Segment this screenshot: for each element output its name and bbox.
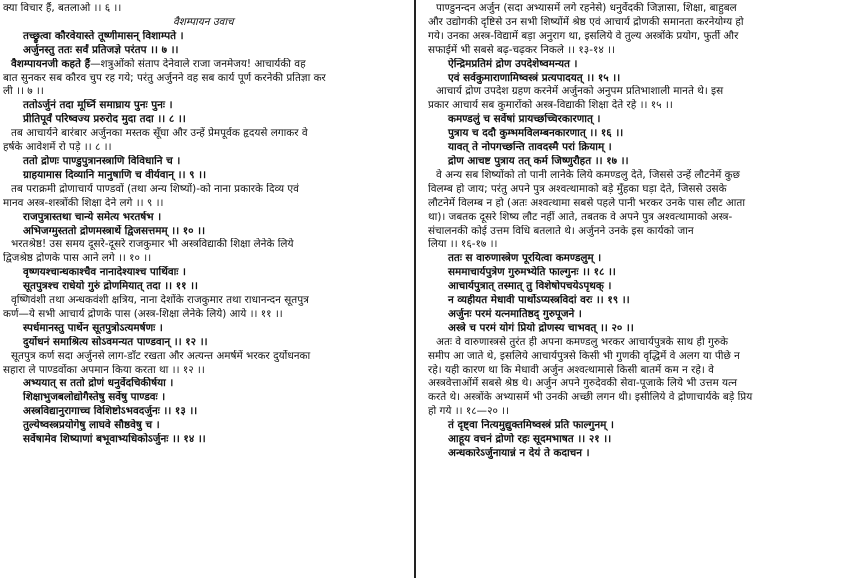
verse-line: वृष्णयश्चान्धकाश्चैव नानादेश्याश्च पार्थिवाः । bbox=[23, 266, 186, 279]
verse-line: सममाचार्यपुत्रेण गुरुमभ्येति फाल्गुनः ।। १८ ।। bbox=[448, 266, 616, 279]
right-column bbox=[412, 2, 839, 578]
translation-line: कर्ण—ये सभी आचार्य द्रोणके पास (अस्त्र-शिक्षा लेनेके लिये) आये ।। ११ ।। bbox=[3, 307, 283, 320]
verse-line: शिक्षाभुजबलोद्योगैस्तेषु सर्वेषु पाण्डवः । bbox=[23, 391, 166, 404]
translation-line: तब पराक्रमी द्रोणाचार्य पाण्डवों (तथा अन्य शिष्यों)-को नाना प्रकारके दिव्य एवं bbox=[11, 182, 299, 195]
translation-line: मानव अस्त्र-शस्त्रोंकी शिक्षा देने लगे ।। ९ ।। bbox=[3, 196, 164, 209]
translation-line: अतः वे वारुणास्त्रसे तुरंत ही अपना कमण्डलु भरकर आचार्यपुत्रके साथ ही गुरुके bbox=[436, 335, 729, 348]
translation-line: रहे। यही कारण था कि मेधावी अर्जुन अश्वत्थामासे किसी बातमें कम न रहे। वे bbox=[428, 363, 714, 376]
verse-line: एवं सर्वकुमाराणामिष्वस्त्रं प्रत्यपादयत् ।। १५ ।। bbox=[448, 71, 621, 84]
translation-line: द्विजश्रेष्ठ द्रोणके पास आने लगे ।। १० ।। bbox=[3, 252, 152, 265]
verse-line: अर्जुनः परमं यत्नमातिष्ठद् गुरुपूजने । bbox=[448, 307, 582, 320]
verse-line: पुत्राय च ददौ कुम्भमविलम्बनकारणात् ।। १६ ।। bbox=[448, 127, 624, 140]
translation-line: करते थे। अस्त्रोंके अभ्यासमें भी उनकी अच्छी लगन थी। इसीलिये वे द्रोणाचार्यके बड़े प्रिय bbox=[428, 391, 753, 404]
translation-line: प्रकार आचार्य सब कुमारोंको अस्त्र-विद्याकी शिक्षा देते रहे ।। १५ ।। bbox=[428, 99, 673, 112]
verse-line: यावत् ते नोपगच्छन्ति तावदस्मै परां क्रियाम् । bbox=[448, 141, 612, 154]
verse-line: प्रीतिपूर्वं परिष्वज्य प्ररुरोद मुदा तदा ।। ८ ।। bbox=[23, 113, 186, 126]
translation-line: विलम्ब हो जाय; परंतु अपने पुत्र अश्वत्थामाको बड़े मुँहका घड़ा देते, जिससे उसके bbox=[428, 182, 727, 195]
verse-line: ततो द्रोणः पाण्डुपुत्रानस्त्राणि विविधानि च । bbox=[23, 154, 181, 167]
translation-line: भरतश्रेष्ठ! उस समय दूसरे-दूसरे राजकुमार भी अस्त्रविद्याकी शिक्षा लेनेके लिये bbox=[11, 238, 294, 251]
verse-line: स्पर्धमानस्तु पार्थेन सूतपुत्रोऽत्यमर्षणः । bbox=[23, 321, 163, 334]
verse-line: न व्यहीयत मेधावी पार्थोऽप्यस्त्रविदां वरः ।। १९ ।। bbox=[448, 294, 630, 307]
translation-line: तब आचार्यने बारंबार अर्जुनका मस्तक सूँघा और उन्हें प्रेमपूर्वक हृदयसे लगाकर वे bbox=[11, 127, 308, 140]
translation-line: बात सुनकर सब कौरव चुप रह गये; परंतु अर्जुनने वह सब कार्य पूर्ण करनेकी प्रतिज्ञा कर bbox=[3, 71, 326, 84]
verse-line: सर्वेषामेव शिष्याणां बभूवाभ्यधिकोऽर्जुनः ।। १४ ।। bbox=[23, 433, 206, 446]
verse-line: अस्त्रविद्यानुरागाच्च विशिष्टोऽभवदर्जुनः ।। १३ ।। bbox=[23, 405, 198, 418]
verse-line: अस्त्रे च परमं योगं प्रियो द्रोणस्य चाभवत् ।। २० ।। bbox=[448, 321, 634, 334]
verse-line: ततोऽर्जुनं तदा मूर्ध्नि समाघ्राय पुनः पुनः । bbox=[23, 99, 173, 112]
verse-line: ग्राहयामास दिव्यानि मानुषाणि च वीर्यवान् ।। ९ ।। bbox=[23, 168, 207, 181]
verse-line: द्रोण आचष्ट पुत्राय तत् कर्म जिष्णुरौहत ।। १७ ।। bbox=[448, 154, 629, 167]
translation-line bbox=[3, 58, 408, 72]
verse-line: अन्धकारेऽर्जुनायान्नं न देयं ते कदाचन । bbox=[448, 447, 590, 459]
translation-line: वृष्णिवंशी तथा अन्धकवंशी क्षत्रिय, नाना देशोंके राजकुमार तथा राधानन्दन सूतपुत्र bbox=[11, 294, 309, 307]
verse-line: राजपुत्रास्तथा चान्ये समेत्य भरतर्षभ । bbox=[23, 210, 162, 223]
verse-line: तुल्येष्वस्त्रप्रयोगेषु लाघवे सौष्ठवेषु च । bbox=[23, 419, 160, 432]
translation-line: हर्षके आवेशमें रो पड़े ।। ८ ।। bbox=[3, 141, 112, 154]
left-column bbox=[0, 2, 412, 578]
verse-line: सूतपुत्रश्च राधेयो गुरुं द्रोणमियात् तदा ।। ११ ।। bbox=[23, 280, 198, 293]
translation-line: संचालनकी कोई उत्तम विधि बतलाते थे। अर्जुनने उनके इस कार्यको जान bbox=[428, 224, 694, 237]
translation-line: और उद्योगकी दृष्टिसे उन सभी शिष्योंमें श्रेष्ठ एवं आचार्य द्रोणकी समानता करनेयोग्य हो bbox=[428, 15, 744, 28]
translation-line: लिया ।। १६-१७ ।। bbox=[428, 238, 498, 251]
verse-line: आचार्यपुत्रात् तस्मात् तु विशेषोपचयेऽपृथक् । bbox=[448, 280, 612, 293]
verse-line: ततः स वारुणास्त्रेण पूरयित्वा कमण्डलुम् । bbox=[448, 252, 602, 265]
translation-line: पाण्डुनन्दन अर्जुन (सदा अभ्यासमें लगे रहनेसे) धनुर्वेदकी जिज्ञासा, शिक्षा, बाहुबल bbox=[436, 2, 737, 14]
verse-line: दुर्योधनं समाश्रित्य सोऽवमन्यत पाण्डवान् ।। १२ ।। bbox=[23, 335, 208, 348]
verse-line: तच्छ्रुत्वा कौरवेयास्ते तूष्णीमासन् विशाम्पते । bbox=[23, 29, 184, 42]
translation-line: गये। उनका अस्त्र-विद्यामें बड़ा अनुराग था, इसलिये वे तुल्य अस्त्रोंके प्रयोग, फुर्ती और bbox=[428, 29, 739, 42]
column-divider bbox=[414, 0, 416, 578]
translation-line: सफाईमें भी सबसे बढ़-चढ़कर निकले ।। १३-१४ ।। bbox=[428, 43, 615, 56]
translation-line: ली ।। ७ ।। bbox=[3, 85, 44, 98]
translation-line: लौटनेमें विलम्ब न हो (अतः अश्वत्थामा सबसे पहले पानी भरकर उनके पास लौट आता bbox=[428, 196, 746, 209]
translation-line: आचार्य द्रोण उपदेश ग्रहण करनेमें अर्जुनको अनुपम प्रतिभाशाली मानते थे। इस bbox=[436, 85, 724, 98]
verse-line: ऐन्द्रिमप्रतिमं द्रोण उपदेशेष्वमन्यत । bbox=[448, 57, 578, 70]
translation-line: वे अन्य सब शिष्योंको तो पानी लानेके लिये कमण्डलु देते, जिससे उन्हें लौटनेमें कुछ bbox=[436, 168, 740, 181]
translation-line: अस्त्रवेत्ताओंमें सबसे श्रेष्ठ थे। अर्जुन अपने गुरुदेवकी सेवा-पूजाके लिये भी उत्तम यत्न bbox=[428, 377, 737, 390]
translation-line: समीप आ जाते थे, इसलिये आचार्यपुत्रसे किसी भी गुणकी वृद्धिमें वे अलग या पीछे न bbox=[428, 349, 740, 362]
speaker-heading: वैशम्पायन उवाच bbox=[173, 15, 234, 28]
verse-line: अभिजग्मुस्ततो द्रोणमस्त्रार्थे द्विजसत्तमम् ।। १० ।। bbox=[23, 224, 206, 237]
speaker-name: वैशम्पायनजी कहते हैं bbox=[11, 57, 91, 70]
translation-text: —शत्रुओंको संताप देनेवाले राजा जनमेजय! आचार्यकी वह bbox=[90, 57, 306, 70]
verse-line: तं दृष्ट्वा नित्यमुद्युक्तमिष्वस्त्रं प्रति फाल्गुनम् । bbox=[448, 419, 614, 432]
translation-line: था)। जबतक दूसरे शिष्य लौट नहीं आते, तबतक वे अपने पुत्र अश्वत्थामाको अस्त्र- bbox=[428, 210, 733, 223]
translation-line: सहारा ले पाण्डवोंका अपमान किया करता था ।। १२ ।। bbox=[3, 363, 205, 376]
translation-line: हो गये ।। १८—२० ।। bbox=[428, 405, 510, 418]
verse-line: आहूय वचनं द्रोणो रहः सूदमभाषत ।। २१ ।। bbox=[448, 433, 612, 446]
verse-line: कमण्डलुं च सर्वेषां प्रायच्छच्चिरकारणात् । bbox=[448, 113, 601, 126]
verse-line: अभ्ययात् स ततो द्रोणं धनुर्वेदचिकीर्षया । bbox=[23, 377, 174, 390]
translation-line: सूतपुत्र कर्ण सदा अर्जुनसे लाग-डाँट रखता और अत्यन्त अमर्षमें भरकर दुर्योधनका bbox=[11, 349, 311, 362]
verse-line: अर्जुनस्तु ततः सर्वं प्रतिजज्ञे परंतप ।। ७ ।। bbox=[23, 43, 179, 56]
translation-line: क्या विचार हैं, बतलाओ ।। ६ ।। bbox=[3, 2, 122, 14]
